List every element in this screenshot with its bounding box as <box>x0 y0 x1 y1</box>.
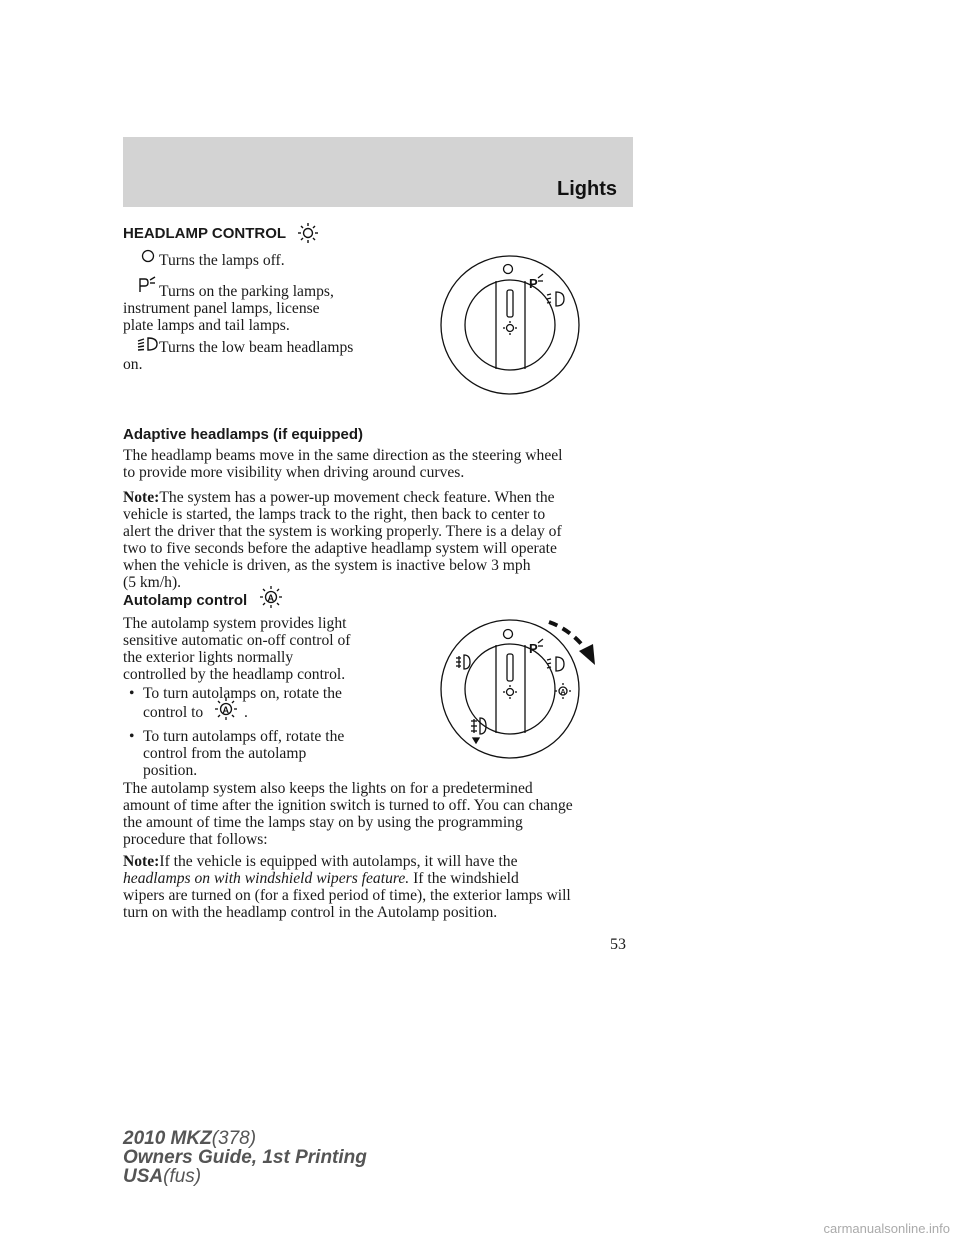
autolamp-bullet2-line3: position. <box>143 762 198 779</box>
note-label: Note: <box>123 853 160 870</box>
off-icon <box>141 249 155 263</box>
headlamp-icon <box>296 222 320 244</box>
adaptive-note-line4: two to five seconds before the adaptive headlamp system will operate <box>123 540 557 557</box>
adaptive-note-line2: vehicle is started, the lamps track to the right, then back to center to <box>123 506 546 523</box>
autolamp-p1-line1: The autolamp system provides light <box>123 615 347 632</box>
autolamp-inline-icon <box>213 697 239 721</box>
note-label: Note: <box>123 489 160 506</box>
adaptive-note-line1 <box>123 490 555 507</box>
footer-line2: Owners Guide, 1st Printing <box>123 1147 367 1168</box>
adaptive-note-line5: when the vehicle is driven, as the system is inactive below 3 mph <box>123 557 531 574</box>
autolamp-switch-diagram <box>438 614 608 768</box>
adaptive-p1-line1: The headlamp beams move in the same direction as the steering wheel <box>123 447 563 464</box>
bullet2-text: To turn autolamps off, rotate the <box>143 728 345 745</box>
switch-p-label: P <box>529 276 538 291</box>
item-parking-line3: plate lamps and tail lamps. <box>123 317 290 334</box>
page-number: 53 <box>610 936 626 953</box>
autolamp-bullet2-line1 <box>129 728 345 746</box>
section-title: Lights <box>557 178 617 200</box>
autolamp-icon-letter: A <box>267 593 274 603</box>
note-text: If the windshield <box>413 870 519 887</box>
watermark: carmanualsonline.info <box>823 1221 950 1236</box>
footer-line3 <box>123 1167 367 1186</box>
item-off: Turns the lamps off. <box>159 252 285 269</box>
footer-market-code: (fus) <box>163 1166 202 1187</box>
bullet: • <box>129 685 135 702</box>
autolamp-p1-line2: sensitive automatic on-off control of <box>123 632 351 649</box>
parking-lamp-icon <box>137 276 157 294</box>
footer <box>123 1129 367 1186</box>
bullet: • <box>129 728 135 745</box>
note-text: The system has a power-up movement check feature. When the <box>159 489 555 506</box>
adaptive-p1-line2: to provide more visibility when driving around curves. <box>123 464 465 481</box>
autolamp-note-line2 <box>123 871 519 888</box>
autolamp-note-line4: turn on with the headlamp control in the Autolamp position. <box>123 904 498 921</box>
item-lowbeam-line2: on. <box>123 356 143 373</box>
fog-lamp-icon <box>464 655 470 669</box>
autolamp-p1-line4: controlled by the headlamp control. <box>123 666 346 683</box>
adaptive-note-line6: (5 km/h). <box>123 574 182 591</box>
footer-market: USA <box>123 1166 164 1187</box>
autolamp-heading: Autolamp control <box>123 592 248 609</box>
footer-model: 2010 MKZ <box>123 1128 212 1149</box>
rotate-arrow-icon <box>549 622 584 647</box>
autolamp-p2-line3: the amount of time the lamps stay on by using the programming <box>123 814 523 831</box>
headlamp-heading <box>123 225 286 242</box>
autolamp-bullet1-period: . <box>244 704 248 721</box>
headlamp-switch-diagram <box>438 250 588 404</box>
autolamp-icon <box>258 585 284 609</box>
footer-line1 <box>123 1129 367 1148</box>
autolamp-note-line1 <box>123 854 518 871</box>
section-header <box>123 137 633 207</box>
item-parking-line2: instrument panel lamps, license <box>123 300 320 317</box>
low-beam-icon <box>136 336 160 352</box>
autolamp-p2-line2: amount of time after the ignition switch is turned to off. You can change <box>123 797 573 814</box>
item-lowbeam-line1: Turns the low beam headlamps <box>159 339 354 356</box>
autolamp-p2-line4: procedure that follows: <box>123 831 268 848</box>
adaptive-heading: Adaptive headlamps (if equipped) <box>123 426 364 443</box>
bullet1-text: To turn autolamps on, rotate the <box>143 685 342 702</box>
item-parking-line1: Turns on the parking lamps, <box>159 283 334 300</box>
autolamp-bullet1-line2: control to <box>143 704 204 721</box>
adaptive-note-line3: alert the driver that the system is working properly. There is a delay of <box>123 523 562 540</box>
switch-p-label: P <box>529 641 538 656</box>
autolamp-inline-icon-letter: A <box>222 705 229 715</box>
note-italic-feature: headlamps on with windshield wipers feature. <box>123 870 410 887</box>
note-text: If the vehicle is equipped with autolamps, it will have the <box>159 853 518 870</box>
autolamp-bullet1-line1 <box>129 685 342 703</box>
footer-model-code: (378) <box>211 1128 257 1149</box>
autolamp-bullet2-line2: control from the autolamp <box>143 745 307 762</box>
switch-a-label: A <box>560 689 566 696</box>
autolamp-p1-line3: the exterior lights normally <box>123 649 294 666</box>
headlamp-heading-text: HEADLAMP CONTROL <box>123 225 287 242</box>
autolamp-p2-line1: The autolamp system also keeps the lights on for a predetermined <box>123 780 533 797</box>
autolamp-note-line3: wipers are turned on (for a fixed period of time), the exterior lamps will <box>123 887 571 904</box>
